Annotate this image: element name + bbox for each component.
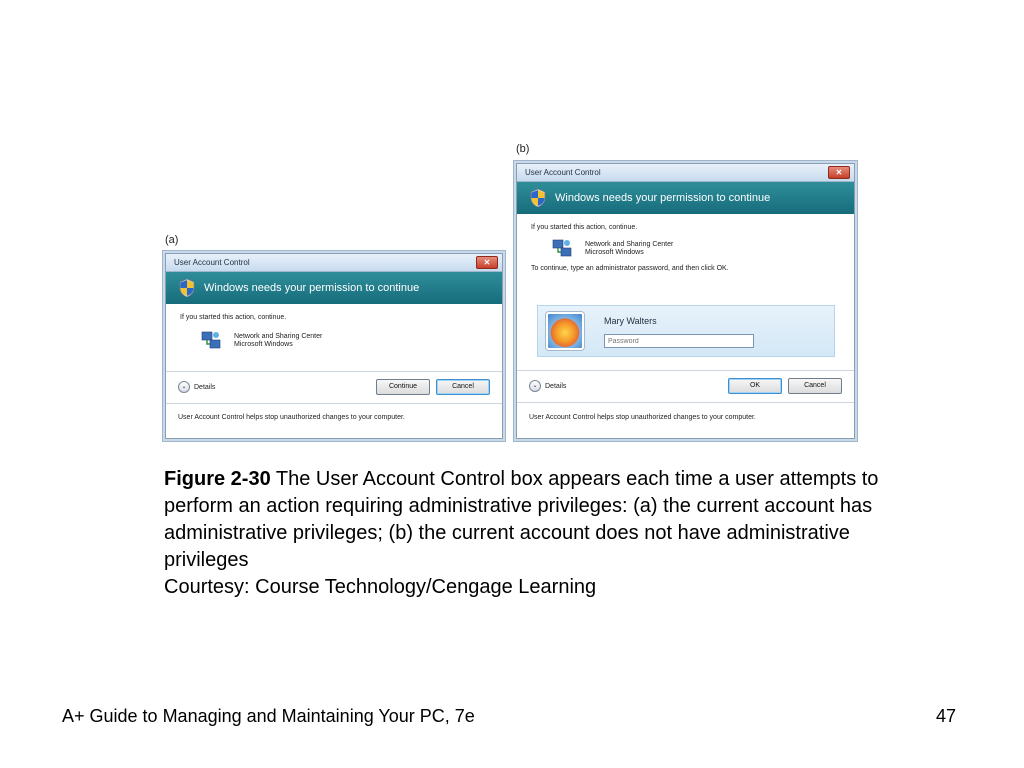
titlebar — [517, 164, 854, 182]
program-name: Network and Sharing Center — [585, 240, 674, 248]
uac-dialog-admin — [165, 253, 503, 439]
divider — [517, 402, 854, 403]
details-toggle[interactable] — [529, 380, 566, 392]
chevron-down-icon: ⌄ — [178, 381, 190, 393]
user-avatar — [546, 312, 584, 350]
divider — [166, 403, 502, 404]
user-name: Mary Walters — [604, 316, 657, 326]
ok-button[interactable]: OK — [728, 378, 782, 394]
window-title: User Account Control — [525, 168, 601, 177]
uac-footer-text: User Account Control helps stop unauthorized changes to your computer. — [529, 414, 756, 421]
uac-footer-text: User Account Control helps stop unauthorized changes to your computer. — [178, 414, 405, 421]
panel-b-label: (b) — [516, 143, 530, 155]
program-publisher: Microsoft Windows — [585, 248, 644, 256]
details-label: Details — [545, 382, 567, 390]
book-title: A+ Guide to Managing and Maintaining Your PC, 7e — [62, 706, 475, 726]
close-button[interactable]: ✕ — [476, 256, 498, 269]
uac-shield-icon — [529, 188, 547, 208]
program-publisher: Microsoft Windows — [234, 340, 293, 348]
divider — [517, 370, 854, 371]
password-instruction: To continue, type an administrator password, and then click OK. — [531, 265, 729, 272]
network-center-icon — [551, 237, 573, 259]
details-label: Details — [194, 383, 216, 391]
continue-prompt: If you started this action, continue. — [531, 224, 638, 231]
chevron-down-icon: ⌄ — [529, 380, 541, 392]
uac-dialog-standard — [516, 163, 855, 439]
continue-prompt: If you started this action, continue. — [180, 314, 287, 321]
divider — [166, 371, 502, 372]
password-input[interactable] — [604, 334, 754, 348]
permission-banner — [166, 272, 502, 304]
figure-caption — [164, 466, 924, 601]
banner-text: Windows needs your permission to continue — [555, 192, 771, 204]
panel-a-label: (a) — [165, 234, 179, 246]
titlebar — [166, 254, 502, 272]
credential-tile[interactable] — [537, 305, 835, 357]
program-info — [200, 329, 488, 351]
courtesy-line: Courtesy: Course Technology/Cengage Learning — [164, 576, 597, 598]
window-title: User Account Control — [174, 258, 250, 267]
uac-shield-icon — [178, 278, 196, 298]
program-name: Network and Sharing Center — [234, 332, 323, 340]
cancel-button[interactable]: Cancel — [788, 378, 842, 394]
page-number: 47 — [936, 706, 957, 726]
button-row — [517, 378, 854, 394]
button-row — [166, 379, 502, 395]
program-info — [551, 237, 840, 259]
figure-number: Figure 2-30 — [164, 468, 271, 490]
details-toggle[interactable] — [178, 381, 215, 393]
continue-button[interactable]: Continue — [376, 379, 430, 395]
network-center-icon — [200, 329, 222, 351]
permission-banner — [517, 182, 854, 214]
cancel-button[interactable]: Cancel — [436, 379, 490, 395]
caption-text: The User Account Control box appears each time a user attempts to perform an action requiring administrative privileges: (a) the current account has administrative privileges; (b) the current account does not have administrative privileges — [164, 468, 879, 571]
close-button[interactable]: ✕ — [828, 166, 850, 179]
banner-text: Windows needs your permission to continue — [204, 282, 420, 294]
